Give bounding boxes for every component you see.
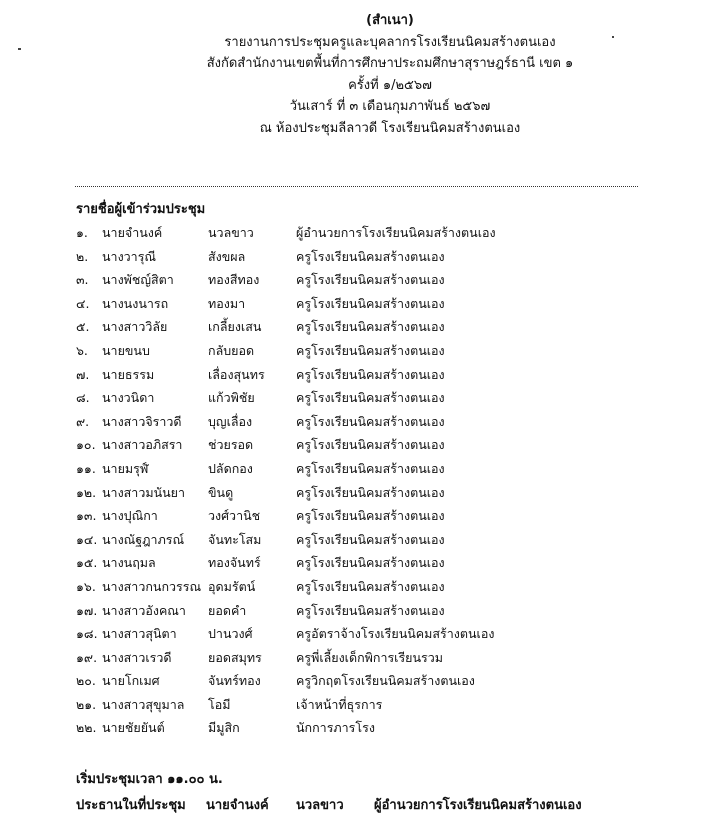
attendee-position: ครูโรงเรียนนิคมสร้างตนเอง [296,295,445,311]
attendee-number: ๒๐. [76,673,96,689]
attendee-last-name: เกลี้ยงเสน [208,319,262,335]
copy-label: (สำเนา) [366,13,414,28]
attendee-last-name: จันทร์ทอง [208,673,261,689]
chair-position: ผู้อำนวยการโรงเรียนนิคมสร้างตนเอง [374,798,582,813]
attendee-last-name: แก้วพิชัย [208,390,255,406]
attendee-position: ครูโรงเรียนนิคมสร้างตนเอง [296,272,445,288]
attendee-first-name: นางสาวสุนิตา [102,626,177,642]
attendee-row [0,292,720,316]
attendee-position: ครูโรงเรียนนิคมสร้างตนเอง [296,460,445,476]
attendee-first-name: นายมรุฬ์ [102,460,149,476]
attendee-first-name: นางสาวกนกวรรณ [102,578,202,594]
attendee-position: ครูโรงเรียนนิคมสร้างตนเอง [296,342,445,358]
chair-first-name: นายจำนงค์ [206,798,269,813]
attendee-last-name: วงศ์วานิช [208,508,261,524]
attendee-position: ครูโรงเรียนนิคมสร้างตนเอง [296,602,445,618]
attendee-row [0,693,720,717]
attendee-first-name: นายขนบ [102,342,150,358]
report-title: รายงานการประชุมครูและบุคลากรโรงเรียนนิคมสร้างตนเอง [224,34,556,50]
attendee-number: ๒. [76,248,89,264]
meeting-venue: ณ ห้องประชุมลีลาวดี โรงเรียนนิคมสร้างตนเอง [259,120,521,136]
attendee-number: ๑๖. [76,578,96,594]
attendee-last-name: นวลขาว [208,225,254,240]
attendee-row [0,410,720,434]
attendee-position: เจ้าหน้าที่ธุรการ [296,696,383,712]
attendee-last-name: สังขผล [208,248,246,264]
attendee-first-name: นางณัฐฎาภรณ์ [102,531,185,547]
attendee-position: ครูโรงเรียนนิคมสร้างตนเอง [296,413,445,429]
attendee-number: ๒๒. [76,720,97,736]
attendee-first-name: นางสาวอภิสรา [102,437,183,453]
attendee-position: ครูโรงเรียนนิคมสร้างตนเอง [296,319,445,335]
attendee-number: ๒๑. [76,696,97,712]
attendee-number: ๗. [76,366,90,382]
attendee-last-name: ขินดู [208,484,234,500]
attendee-last-name: ยอดคำ [208,602,247,618]
attendee-position: นักการภารโรง [296,720,375,736]
attendee-row [0,268,720,292]
attendee-row [0,221,720,245]
attendee-first-name: นายชัยยันต์ [102,720,165,736]
chair-label: ประธานในที่ประชุม [76,798,186,813]
attendee-row [0,528,720,552]
attendee-list-title: รายชื่อผู้เข้าร่วมประชุม [76,202,206,217]
attendee-position: ครูโรงเรียนนิคมสร้างตนเอง [296,531,445,547]
attendee-number: ๑๘. [76,626,98,642]
attendee-number: ๑๔. [76,531,98,547]
attendee-number: ๖. [76,342,88,358]
attendee-first-name: นางวนิดา [102,390,155,406]
attendee-last-name: โอมี [208,696,231,712]
attendee-number: ๑๒. [76,484,97,500]
affiliation: สังกัดสำนักงานเขตพื้นที่การศึกษาประถมศึกษาสุราษฎร์ธานี เขต ๑ [206,56,574,71]
attendee-row [0,339,720,363]
attendee-last-name: ทองมา [208,295,246,311]
attendee-first-name: นางสาววิลัย [102,319,168,335]
attendee-last-name: ช่วยรอด [208,437,254,453]
attendee-number: ๑๗. [76,602,98,618]
attendee-number: ๔. [76,295,90,311]
attendee-row [0,363,720,387]
attendee-row [0,646,720,670]
attendee-row [0,716,720,740]
attendee-last-name: ยอดสมุทร [208,649,262,665]
attendee-last-name: ทองจันทร์ [208,555,261,571]
attendee-position: ผู้อำนวยการโรงเรียนนิคมสร้างตนเอง [296,225,496,240]
attendee-position: ครูโรงเรียนนิคมสร้างตนเอง [296,508,445,524]
attendee-number: ๑๐. [76,437,96,453]
attendee-row [0,433,720,457]
attendee-first-name: นายธรรม [102,366,155,382]
meeting-date: วันเสาร์ ที่ ๓ เดือนกุมภาพันธ์ ๒๕๖๗ [289,99,491,114]
attendee-last-name: บุญเลื่อง [208,413,253,429]
attendee-last-name: กลับยอด [208,342,255,358]
session-number: ครั้งที่ ๑/๒๕๖๗ [348,77,432,93]
attendee-number: ๕. [76,319,90,335]
attendee-row [0,551,720,575]
attendee-first-name: นางสาวมนันยา [102,484,186,500]
attendee-first-name: นางนฤมล [102,555,156,571]
attendee-number: ๘. [76,390,90,406]
attendee-first-name: นางสาวอังคณา [102,602,186,618]
attendee-first-name: นางสาวสุขุมาล [102,696,185,712]
attendee-position: ครูโรงเรียนนิคมสร้างตนเอง [296,484,445,500]
attendee-position: ครูโรงเรียนนิคมสร้างตนเอง [296,578,445,594]
attendee-position: ครูอัตราจ้างโรงเรียนนิคมสร้างตนเอง [296,626,495,642]
attendee-last-name: อุดมรัตน์ [208,578,256,594]
attendee-position: ครูพี่เลี้ยงเด็กพิการเรียนรวม [296,649,444,665]
attendee-row [0,622,720,646]
attendee-number: ๑๙. [76,649,98,665]
attendee-first-name: นายโกเมศ [102,673,160,689]
attendee-last-name: ทองสีทอง [208,272,260,288]
attendee-row [0,504,720,528]
attendee-number: ๑๑. [76,460,96,476]
attendee-number: ๑๓. [76,508,97,524]
attendee-number: ๓. [76,272,89,288]
attendee-position: ครูโรงเรียนนิคมสร้างตนเอง [296,248,445,264]
chair-last-name: นวลขาว [296,798,344,813]
meeting-chair [0,795,720,817]
attendee-position: ครูโรงเรียนนิคมสร้างตนเอง [296,555,445,571]
attendee-last-name: จันทะโสม [208,531,262,547]
attendee-row [0,457,720,481]
attendee-first-name: นางสาวเรวดี [102,649,172,665]
attendee-first-name: นางวารุณี [102,248,157,264]
attendee-position: ครูโรงเรียนนิคมสร้างตนเอง [296,366,445,382]
attendee-row [0,245,720,269]
attendee-row [0,599,720,623]
meeting-start-time: เริ่มประชุมเวลา ๑๑.๐๐ น. [76,772,223,787]
attendee-row [0,315,720,339]
attendee-first-name: นายจำนงค์ [102,225,163,240]
dotted-divider [75,186,638,187]
attendee-last-name: ปลัดกอง [208,460,253,476]
attendee-row [0,386,720,410]
attendee-number: ๑. [76,225,88,240]
attendee-last-name: เลื่องสุนทร [208,366,265,382]
attendee-first-name: นางพัชญ์สิตา [102,272,174,288]
attendee-first-name: นางปุณิกา [102,508,158,524]
attendee-last-name: ปานวงศ์ [208,626,253,642]
attendee-number: ๙. [76,413,90,429]
attendee-row [0,669,720,693]
attendee-position: ครูวิกฤตโรงเรียนนิคมสร้างตนเอง [296,673,475,689]
document-header [60,10,720,139]
attendee-number: ๑๕. [76,555,98,571]
attendee-last-name: มีมูสิก [208,720,240,736]
attendee-first-name: นางสาวจิราวดี [102,413,182,429]
attendee-position: ครูโรงเรียนนิคมสร้างตนเอง [296,437,445,453]
attendee-first-name: นางนงนารถ [102,295,169,311]
attendee-row [0,575,720,599]
attendee-list [0,221,720,740]
attendee-row [0,481,720,505]
scan-speck [18,48,21,50]
attendee-position: ครูโรงเรียนนิคมสร้างตนเอง [296,390,445,406]
